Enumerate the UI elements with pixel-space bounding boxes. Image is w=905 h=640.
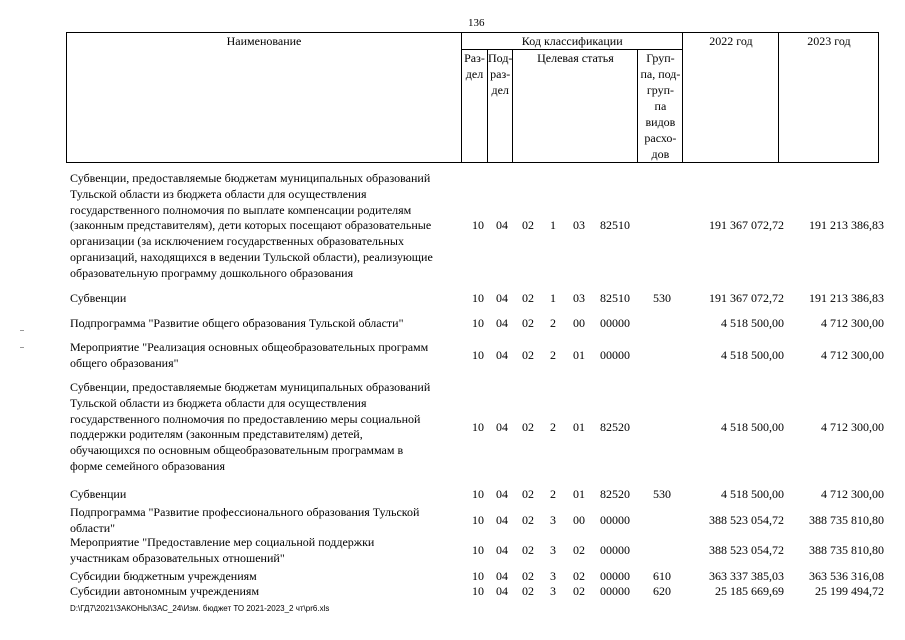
- row-code-cs2: 3: [550, 569, 556, 583]
- row-amount-y2023: 25 199 494,72: [815, 584, 884, 598]
- row-amount-y2022: 4 518 500,00: [721, 316, 784, 330]
- header-section-line: дел: [465, 67, 484, 82]
- row-code-cs4: 82520: [600, 487, 630, 501]
- row-code-razdel: 10: [472, 316, 484, 330]
- row-amount-y2022: 4 518 500,00: [721, 487, 784, 501]
- header-year2: 2023 год: [807, 34, 851, 48]
- header-classification-cell: [462, 33, 683, 50]
- row-amount-y2022: 4 518 500,00: [721, 419, 784, 434]
- header-name-cell: [67, 33, 462, 163]
- row-name-line: Субсидии бюджетным учреждениям: [70, 569, 257, 583]
- row-amount-y2023: 191 213 386,83: [809, 218, 884, 233]
- header-subsection-line: Под-: [488, 51, 513, 66]
- row-name-line: Мероприятие "Предоставление мер социальной поддержки: [70, 535, 375, 549]
- row-amount-y2023: 191 213 386,83: [809, 291, 884, 305]
- row-code-podrazdel: 04: [496, 218, 508, 233]
- row-code-cs1: 02: [522, 218, 534, 233]
- row-amount-y2023: 4 712 300,00: [821, 316, 884, 330]
- row-name-line: форме семейного образования: [70, 459, 225, 473]
- row-amount-y2022: 388 523 054,72: [709, 542, 784, 557]
- row-name-line: Подпрограмма "Развитие общего образования Тульской области": [70, 316, 404, 330]
- row-code-cs2: 2: [550, 347, 556, 362]
- row-code-vid: 610: [653, 569, 671, 583]
- header-subsection-line: раз-: [490, 67, 511, 82]
- row-code-cs3: 02: [573, 542, 585, 557]
- row-name-line: организаций, находящихся в ведении Тульской области), реализующие: [70, 250, 433, 264]
- header-group-line: па: [654, 99, 667, 114]
- row-name-line: Подпрограмма "Развитие профессионального образования Тульской: [70, 505, 420, 519]
- row-name-line: государственного полномочия по выплате компенсации родителям: [70, 202, 412, 217]
- header-subsection-line: дел: [491, 83, 509, 98]
- header-group: [638, 50, 682, 162]
- row-code-cs3: 00: [573, 512, 585, 527]
- row-code-cs4: 82510: [600, 218, 630, 233]
- header-section: [462, 50, 487, 82]
- row-code-podrazdel: 04: [496, 419, 508, 434]
- margin-mark: [20, 330, 24, 331]
- header-name: Наименование: [226, 34, 302, 48]
- row-code-cs4: 00000: [600, 584, 630, 598]
- row-code-podrazdel: 04: [496, 569, 508, 583]
- row-code-cs1: 02: [522, 584, 534, 598]
- row-code-razdel: 10: [472, 569, 484, 583]
- row-code-cs1: 02: [522, 569, 534, 583]
- row-code-cs3: 01: [573, 347, 585, 362]
- row-code-vid: 530: [653, 487, 671, 501]
- row-code-podrazdel: 04: [496, 512, 508, 527]
- row-code-razdel: 10: [472, 487, 484, 501]
- row-name-line: Субвенции, предоставляемые бюджетам муниципальных образований: [70, 171, 431, 185]
- row-code-razdel: 10: [472, 584, 484, 598]
- row-code-cs1: 02: [522, 316, 534, 330]
- row-code-cs3: 01: [573, 419, 585, 434]
- row-code-cs4: 82520: [600, 419, 630, 434]
- row-code-razdel: 10: [472, 347, 484, 362]
- row-amount-y2023: 388 735 810,80: [809, 542, 884, 557]
- row-name-line: общего образования": [70, 355, 179, 370]
- row-amount-y2022: 388 523 054,72: [709, 512, 784, 527]
- page-number: 136: [468, 17, 485, 29]
- row-amount-y2022: 363 337 385,03: [709, 569, 784, 583]
- row-code-podrazdel: 04: [496, 347, 508, 362]
- row-amount-y2022: 25 185 669,69: [715, 584, 784, 598]
- header-group-line: груп-: [646, 83, 675, 98]
- header-year1-cell: [683, 33, 779, 163]
- header-section-cell: [462, 50, 488, 163]
- row-code-cs4: 00000: [600, 542, 630, 557]
- row-code-cs1: 02: [522, 542, 534, 557]
- row-name-line: области": [70, 520, 116, 535]
- row-name-line: Тульской области из бюджета области для осуществления: [70, 186, 367, 201]
- row-code-cs2: 2: [550, 316, 556, 330]
- row-amount-y2023: 4 712 300,00: [821, 487, 884, 501]
- row-amount-y2022: 4 518 500,00: [721, 347, 784, 362]
- header-target: Целевая статья: [537, 51, 614, 66]
- row-name-line: организации (за исключением государственных образовательных: [70, 234, 404, 249]
- row-name-line: образовательную программу дошкольного образования: [70, 265, 354, 280]
- row-code-podrazdel: 04: [496, 487, 508, 501]
- row-amount-y2023: 388 735 810,80: [809, 512, 884, 527]
- row-code-cs2: 3: [550, 512, 556, 527]
- row-code-cs1: 02: [522, 419, 534, 434]
- row-code-razdel: 10: [472, 419, 484, 434]
- row-name-line: Мероприятие "Реализация основных общеобразовательных программ: [70, 340, 429, 354]
- row-code-vid: 620: [653, 584, 671, 598]
- row-name-line: государственного полномочия по предоставлению меры социальной: [70, 411, 421, 426]
- row-code-cs2: 3: [550, 584, 556, 598]
- row-name-line: Субвенции: [70, 291, 127, 305]
- row-name-line: Тульской области из бюджета области для осуществления: [70, 395, 367, 410]
- row-code-cs4: 00000: [600, 347, 630, 362]
- row-code-cs4: 82510: [600, 291, 630, 305]
- row-code-cs2: 3: [550, 542, 556, 557]
- row-amount-y2022: 191 367 072,72: [709, 291, 784, 305]
- row-code-cs4: 00000: [600, 512, 630, 527]
- row-name-line: (законным представителям), дети которых посещают образовательные: [70, 218, 432, 233]
- row-code-razdel: 10: [472, 291, 484, 305]
- row-code-cs3: 03: [573, 291, 585, 305]
- row-code-podrazdel: 04: [496, 316, 508, 330]
- header-year1: 2022 год: [709, 34, 753, 48]
- row-name-line: поддержки родителям (законным представителям) детей,: [70, 427, 363, 442]
- row-code-cs1: 02: [522, 487, 534, 501]
- row-code-cs1: 02: [522, 291, 534, 305]
- table-header: [66, 32, 879, 163]
- row-amount-y2022: 191 367 072,72: [709, 218, 784, 233]
- header-group-line: па, под-: [640, 67, 681, 82]
- header-section-line: Раз-: [464, 51, 485, 66]
- row-name-line: Субвенции: [70, 487, 127, 501]
- row-code-razdel: 10: [472, 218, 484, 233]
- row-code-razdel: 10: [472, 542, 484, 557]
- row-code-cs3: 03: [573, 218, 585, 233]
- row-code-cs4: 00000: [600, 316, 630, 330]
- row-amount-y2023: 4 712 300,00: [821, 347, 884, 362]
- header-subsection-cell: [488, 50, 513, 163]
- row-code-razdel: 10: [472, 512, 484, 527]
- row-code-podrazdel: 04: [496, 584, 508, 598]
- header-group-line: расхо-: [644, 131, 677, 146]
- row-code-cs1: 02: [522, 512, 534, 527]
- header-group-line: дов: [651, 147, 670, 162]
- header-classification: Код классификации: [521, 34, 623, 48]
- row-name-line: обучающихся по основным общеобразовательным программам в: [70, 443, 404, 458]
- row-code-podrazdel: 04: [496, 542, 508, 557]
- row-code-cs4: 00000: [600, 569, 630, 583]
- header-year2-cell: [779, 33, 879, 163]
- row-amount-y2023: 363 536 316,08: [809, 569, 884, 583]
- header-group-cell: [638, 50, 683, 163]
- row-name-line: участникам образовательных отношений": [70, 550, 285, 565]
- row-code-podrazdel: 04: [496, 291, 508, 305]
- row-code-vid: 530: [653, 291, 671, 305]
- header-subsection: [488, 50, 512, 98]
- row-code-cs2: 1: [550, 291, 556, 305]
- row-name-line: Субсидии автономным учреждениям: [70, 584, 260, 598]
- row-name-line: Субвенции, предоставляемые бюджетам муниципальных образований: [70, 380, 431, 394]
- margin-mark: [20, 347, 24, 348]
- row-code-cs3: 02: [573, 569, 585, 583]
- row-code-cs3: 00: [573, 316, 585, 330]
- header-group-line: Груп-: [646, 51, 675, 66]
- row-code-cs2: 2: [550, 419, 556, 434]
- row-code-cs2: 2: [550, 487, 556, 501]
- row-code-cs2: 1: [550, 218, 556, 233]
- row-code-cs3: 02: [573, 584, 585, 598]
- header-group-line: видов: [645, 115, 676, 130]
- row-amount-y2023: 4 712 300,00: [821, 419, 884, 434]
- row-code-cs3: 01: [573, 487, 585, 501]
- header-target-cell: [513, 50, 638, 163]
- row-code-cs1: 02: [522, 347, 534, 362]
- footer-file-path: D:\ГД7\2021\ЗАКОНЫ\ЗАС_24\Изм. бюджет ТО 2021-2023_2 чт\pr6.xls: [70, 604, 330, 613]
